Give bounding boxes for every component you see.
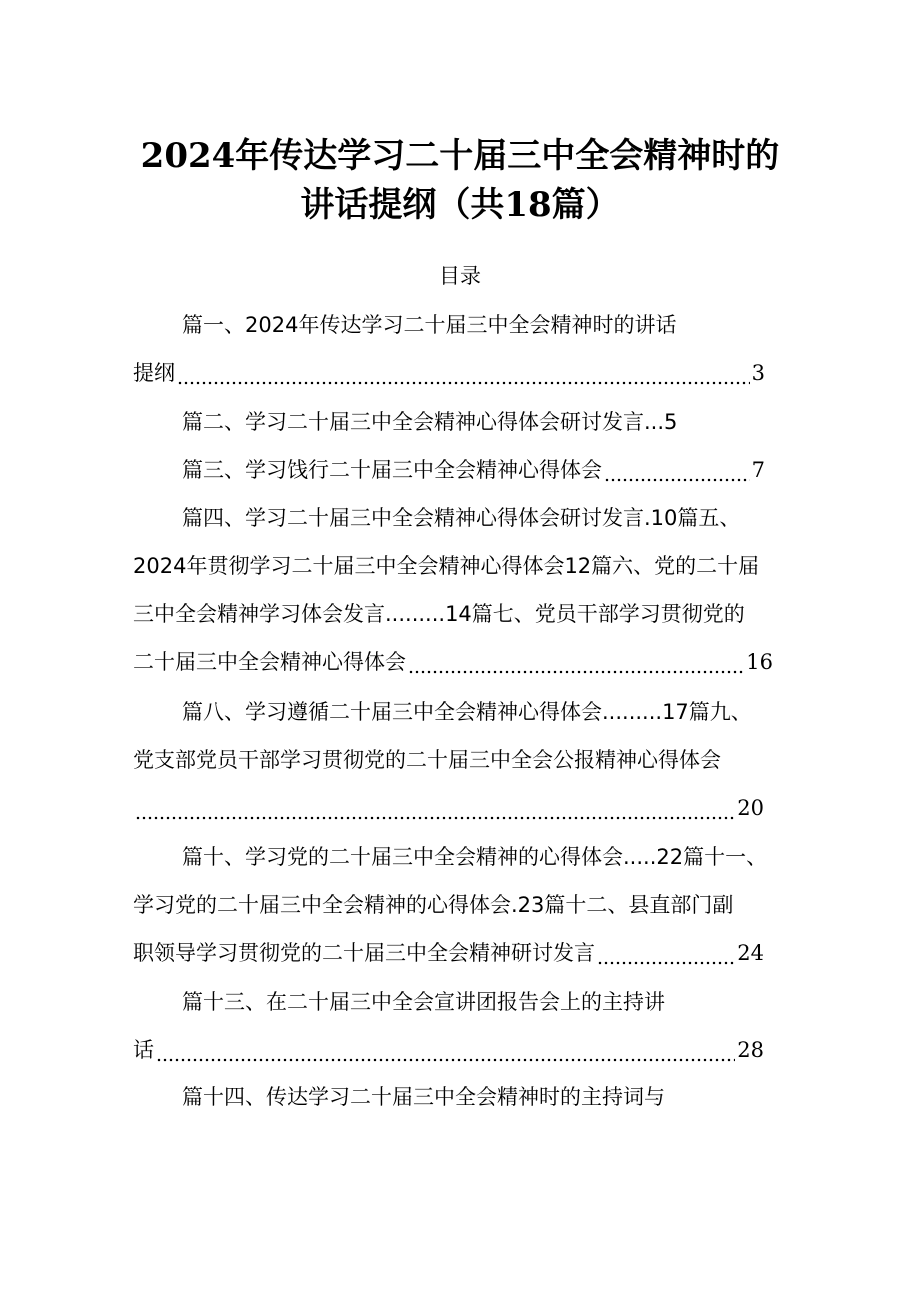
toc-entry-4-line-1: 篇四、学习二十届三中全会精神心得体会研讨发言.10篇五、 (182, 506, 741, 530)
dot-leader (604, 456, 750, 484)
toc-page-number: 28 (737, 1038, 764, 1062)
toc-entry-text: 职领导学习贯彻党的二十届三中全会精神研讨发言 (133, 941, 595, 965)
toc-page-number: 24 (737, 941, 764, 965)
toc-entry-text: 篇三、学习饯行二十届三中全会精神心得体会 (182, 458, 602, 482)
toc-entry-8-line-2: 党支部党员干部学习贯彻党的二十届三中全会公报精神心得体会 (133, 748, 721, 772)
toc-entry-4-line-2: 2024年贯彻学习二十届三中全会精神心得体会12篇六、党的二十届 (133, 554, 760, 578)
toc-page-number: 16 (746, 650, 773, 674)
toc-entry-14-line-1: 篇十四、传达学习二十届三中全会精神时的主持词与 (182, 1085, 665, 1109)
toc-entry-1-line-2 (133, 359, 765, 387)
dot-leader (408, 648, 744, 676)
toc-entry-10-line-3 (133, 939, 764, 967)
toc-entry-text: 话 (133, 1038, 154, 1062)
document-title-line-2: 讲话提纲（共18篇） (300, 185, 620, 225)
toc-entry-1-line-1: 篇一、2024年传达学习二十届三中全会精神时的讲话 (182, 313, 677, 337)
toc-entry-text: 提纲 (133, 361, 175, 385)
dot-leader (156, 1036, 735, 1064)
toc-entry-13-line-1: 篇十三、在二十届三中全会宣讲团报告会上的主持讲 (182, 990, 665, 1014)
toc-entry-8-line-1: 篇八、学习遵循二十届三中全会精神心得体会.........17篇九、 (182, 700, 752, 724)
dot-leader (597, 939, 735, 967)
toc-page-number: 7 (751, 458, 765, 482)
toc-heading: 目录 (439, 264, 481, 288)
toc-entry-3 (182, 456, 765, 484)
dot-leader (177, 359, 750, 387)
toc-entry-text: 二十届三中全会精神心得体会 (133, 650, 406, 674)
toc-entry-10-line-2: 学习党的二十届三中全会精神的心得体会.23篇十二、县直部门副 (133, 893, 734, 917)
toc-entry-8-line-3 (133, 794, 764, 822)
toc-page-number: 20 (737, 796, 764, 820)
toc-page-number: 3 (751, 361, 765, 385)
toc-entry-10-line-1: 篇十、学习党的二十届三中全会精神的心得体会.....22篇十一、 (182, 845, 768, 869)
toc-entry-4-line-4 (133, 648, 773, 676)
dot-leader (135, 794, 735, 822)
toc-entry-2: 篇二、学习二十届三中全会精神心得体会研讨发言...5 (182, 410, 678, 434)
toc-entry-4-line-3: 三中全会精神学习体会发言.........14篇七、党员干部学习贯彻党的 (133, 602, 745, 626)
toc-entry-13-line-2 (133, 1036, 764, 1064)
document-title-line-1: 2024年传达学习二十届三中全会精神时的 (140, 136, 780, 176)
